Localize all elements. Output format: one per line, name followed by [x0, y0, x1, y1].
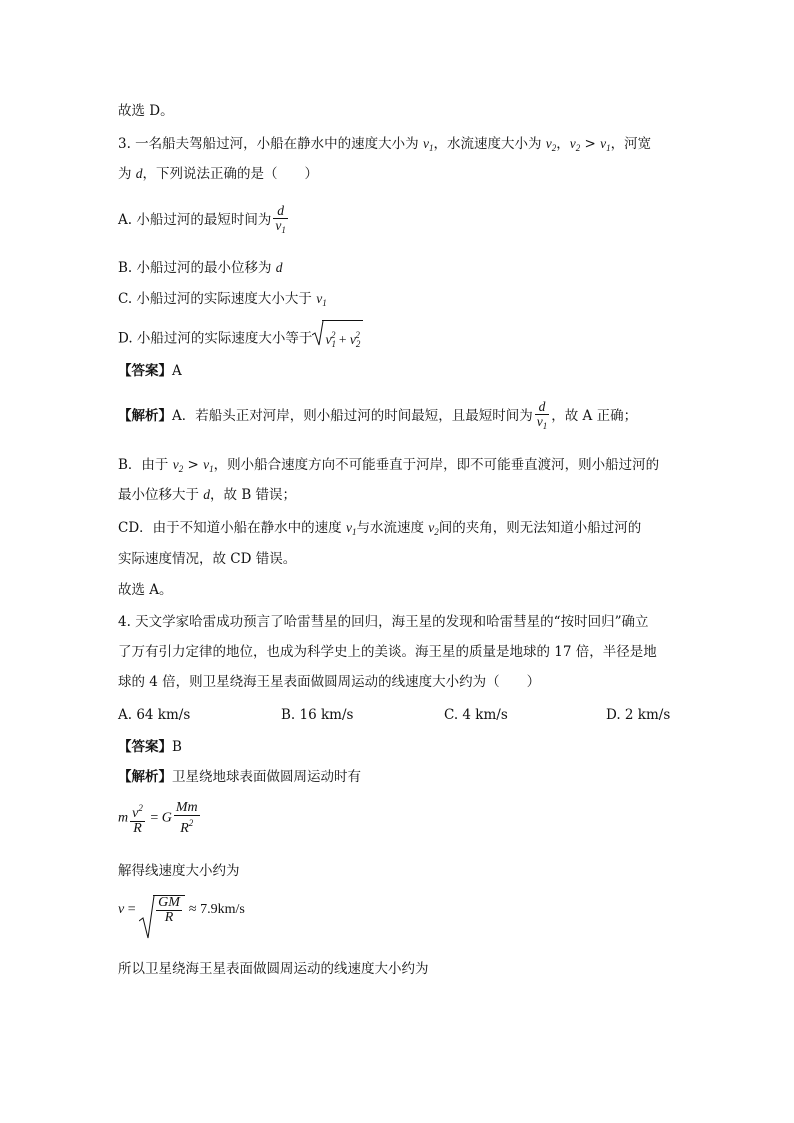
- gt-sign: >: [580, 136, 601, 152]
- sqrt-v1sq-plus-v2sq: $v_1^2 + v_2^2$: [312, 320, 362, 358]
- analysis-cd-text3: 间的夹角，则无法知道小船过河的: [438, 520, 642, 536]
- q3-stem-text-c: ，: [556, 136, 570, 152]
- q3-analysis-cd1: [118, 519, 641, 541]
- q3-option-a: [118, 200, 290, 240]
- answer-label: 【答案】: [118, 363, 172, 379]
- symbol-d: d: [135, 166, 143, 181]
- symbol-d-b: d: [275, 260, 283, 275]
- analysis-cd-text2: 与水流速度: [356, 520, 429, 536]
- q3-option-d: [118, 320, 363, 358]
- result-value: ≈ 7.9km/s: [188, 902, 245, 917]
- symbol-v1: $v_1$: [422, 136, 434, 153]
- q3-stem-text-f: ，下列说法正确的是（ ）: [142, 166, 319, 182]
- q3-option-c-text: C. 小船过河的实际速度大小大于: [118, 291, 317, 307]
- fraction-d-over-v1-analysis: $\frac{d}{v_1}$: [536, 399, 548, 431]
- analysis-b-text2: ，则小船合速度方向不可能垂直于河岸，即不可能垂直渡河，则小船过河的: [213, 457, 660, 473]
- analysis-cd-text1: CD．由于不知道小船在静水中的速度: [118, 520, 346, 536]
- q3-conclusion: 故选 A。: [118, 582, 173, 598]
- q4-analysis-line1: [118, 768, 361, 786]
- q4-option-a: A. 64 km/s: [118, 707, 191, 723]
- symbol-v2: $v_2$: [545, 136, 557, 153]
- fraction-d-over-v1: $\frac{d}{v_1}$: [275, 203, 286, 235]
- q4-answer: [118, 738, 182, 756]
- analysis-b-text1: B．由于: [118, 457, 173, 473]
- q3-analysis-cd2: 实际速度情况，故 CD 错误。: [118, 551, 297, 567]
- q4-analysis-label: 【解析】: [118, 769, 172, 785]
- symbol-v2-b: $v_2$: [172, 457, 184, 474]
- prev-conclusion: 故选 D。: [118, 103, 174, 119]
- q4-option-d: D. 2 km/s: [606, 707, 671, 723]
- q4-analysis-text: 卫星绕地球表面做圆周运动时有: [172, 769, 361, 785]
- formula-velocity: v = $\frac{GM}{R}$ ≈ 7.9km/s: [118, 895, 245, 925]
- q3-analysis-b1: [118, 456, 659, 478]
- q3-analysis-b2: [118, 486, 296, 504]
- analysis-label: 【解析】: [118, 408, 172, 424]
- q3-option-c: [118, 290, 327, 312]
- sqrt-gm-over-r: $\frac{GM}{R}$: [139, 895, 185, 925]
- q3-stem-text-e: 为: [118, 166, 136, 182]
- gt-sign-b: >: [183, 457, 204, 473]
- q3-stem-text-b: ，水流速度大小为: [433, 136, 546, 152]
- formula-centripetal: m $\frac{v^2}{R}$ = G $\frac{Mm}{R^2}$: [118, 800, 198, 836]
- q3-option-b-text: B. 小船过河的最小位移为: [118, 260, 276, 276]
- q3-stem-text-d: ，河宽: [610, 136, 652, 152]
- q4-stem-line3: 球的 4 倍，则卫星绕海王星表面做圆周运动的线速度大小约为（ ）: [118, 674, 541, 690]
- fraction-mm-over-r2: $\frac{Mm}{R^2}$: [175, 800, 198, 836]
- answer-value: A: [172, 363, 182, 379]
- q4-answer-value: B: [172, 739, 182, 755]
- q4-option-c: C. 4 km/s: [444, 707, 508, 723]
- analysis-b2-text1: 最小位移大于: [118, 487, 204, 503]
- symbol-d-analysis: d: [203, 487, 211, 502]
- q3-answer: [118, 362, 182, 380]
- q3-option-d-text: D. 小船过河的实际速度大小等于: [118, 330, 313, 347]
- q4-stem-line1: 4. 天文学家哈雷成功预言了哈雷彗星的回归，海王星的发现和哈雷彗星的“按时回归”确立: [118, 614, 649, 630]
- q4-stem-line2: 了万有引力定律的地位，也成为科学史上的美谈。海王星的质量是地球的 17 倍，半径是地: [118, 644, 657, 660]
- q3-analysis-a: [118, 396, 637, 436]
- q4-solve-line: 解得线速度大小约为: [118, 863, 240, 879]
- analysis-b2-text2: ，故 B 错误；: [210, 487, 297, 503]
- q4-final-line: 所以卫星绕海王星表面做圆周运动的线速度大小约为: [118, 961, 429, 977]
- symbol-v2-cd: $v_2$: [428, 520, 439, 537]
- q3-stem-text-a: 3. 一名船夫驾船过河，小船在静水中的速度大小为: [118, 136, 423, 152]
- symbol-v1-c: $v_1$: [316, 291, 327, 308]
- symbol-v1b: $v_1$: [600, 136, 611, 153]
- q3-stem-line1: [118, 135, 651, 157]
- symbol-v1-b: $v_1$: [203, 457, 214, 474]
- q3-option-a-text: A. 小船过河的最短时间为: [118, 212, 272, 228]
- fraction-v2-over-r: $\frac{v^2}{R}$: [132, 803, 143, 836]
- analysis-a-text1: A．若船头正对河岸，则小船过河的时间最短，且最短时间为: [172, 408, 533, 424]
- q4-option-b: B. 16 km/s: [281, 707, 354, 723]
- q3-option-b: [118, 259, 283, 277]
- analysis-a-text2: ，故 A 正确；: [551, 408, 638, 424]
- q3-stem-line2: [118, 165, 318, 183]
- q4-answer-label: 【答案】: [118, 739, 172, 755]
- symbol-v1-cd: $v_1$: [345, 520, 357, 537]
- symbol-v2b: $v_2$: [569, 136, 581, 153]
